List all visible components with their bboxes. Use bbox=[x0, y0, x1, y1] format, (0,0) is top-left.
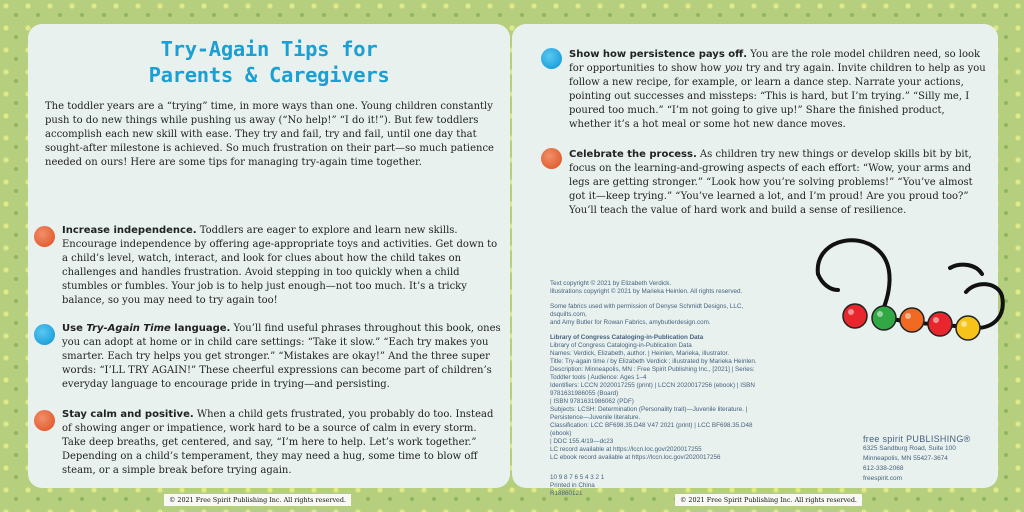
orange-dot-icon bbox=[34, 410, 55, 431]
tip-heading: Celebrate the process. bbox=[569, 149, 697, 160]
tip-heading-prefix: Use bbox=[62, 323, 87, 334]
red-bead bbox=[843, 304, 867, 328]
tip-heading: Stay calm and positive. bbox=[62, 409, 194, 420]
publisher-info bbox=[863, 434, 971, 484]
tip-celebrate-process bbox=[569, 148, 989, 218]
tip-heading: Show how persistence pays off. bbox=[569, 49, 748, 60]
fabrics-credit-2: and Amy Butler for Rowan Fabrics, amybutlerdesign.com. bbox=[550, 319, 711, 326]
orange-dot-icon bbox=[541, 148, 562, 169]
text-copyright: Text copyright © 2021 by Elizabeth Verdick. bbox=[550, 280, 672, 287]
tip-heading: Increase independence. bbox=[62, 225, 197, 236]
cip-line: Subjects: LCSH: Determination (Personality trait)—Juvenile literature. | Persistence—Juvenile literature. bbox=[550, 406, 748, 421]
cip-line: | ISBN 9781631986062 (PDF) bbox=[550, 398, 634, 405]
cip-line: LC record available at https://lccn.loc.gov/2020017255 bbox=[550, 446, 702, 453]
cip-line: LC ebook record available at https://lccn.loc.gov/2020017256 bbox=[550, 454, 721, 461]
cip-line: Names: Verdick, Elizabeth, author. | Heinlen, Marieka, illustrator. bbox=[550, 350, 730, 357]
cip-line: Identifiers: LCCN 2020017255 (print) | LCCN 2020017256 (ebook) | ISBN 9781631986055 (Board) bbox=[550, 382, 755, 397]
tip-increase-independence bbox=[62, 224, 502, 308]
printing-line: 10 9 8 7 6 5 4 3 2 1 bbox=[550, 474, 605, 481]
cip-heading: Library of Congress Cataloging-in-Publication Data bbox=[550, 334, 704, 341]
cip-line: Description: Minneapolis, MN : Free Spirit Publishing Inc., [2021] | Series: Toddler tools | Audience: Ages 1–4 bbox=[550, 366, 755, 381]
cip-line: Classification: LCC BF698.35.D48 V47 2021 (print) | LCC BF698.35.D48 (ebook) bbox=[550, 422, 753, 437]
page-caption-left: © 2021 Free Spirit Publishing Inc. All rights reserved. bbox=[164, 494, 351, 506]
tip-show-persistence bbox=[569, 48, 989, 132]
tip-body-italic: you bbox=[724, 63, 743, 74]
blue-dot-icon bbox=[34, 324, 55, 345]
publisher-address-line: 6325 Sandburg Road, Suite 100 bbox=[863, 445, 956, 452]
cip-data bbox=[550, 334, 775, 462]
tip-try-again-language bbox=[62, 322, 502, 392]
publisher-logo: free spirit PUBLISHING® bbox=[863, 434, 971, 444]
green-bead bbox=[872, 306, 896, 330]
tip-body: When a child gets frustrated, you probably do too. Instead of showing anger or impatience, work hard to be a source of calm in every storm. Take deep breaths, get centered, and say, “I’m here to help. Let’s work together.” Depending on a child’s temperament, they may need a hug, some time to blow off steam, or a simple break before trying again. bbox=[62, 409, 494, 476]
illustrations-copyright: Illustrations copyright © 2021 by Marieka Heinlen. All rights reserved. bbox=[550, 288, 743, 295]
cip-line: | DDC 155.4/19—dc23 bbox=[550, 438, 614, 445]
printing-line: R18860121 bbox=[550, 490, 583, 497]
tip-heading-italic: Try-Again Time bbox=[86, 323, 171, 334]
bead-highlight bbox=[961, 321, 967, 327]
string-end bbox=[950, 265, 982, 274]
publisher-website: freespirit.com bbox=[863, 475, 903, 482]
bead-highlight bbox=[848, 309, 854, 315]
title-line-2: Parents & Caregivers bbox=[148, 63, 390, 87]
fabrics-credit-1: Some fabrics used with permission of Denyse Schmidt Designs, LLC, dsquilts.com, bbox=[550, 303, 744, 318]
printing-line: Printed in China bbox=[550, 482, 595, 489]
publisher-address-line: Minneapolis, MN 55427-3674 bbox=[863, 455, 948, 462]
cip-line: Library of Congress Cataloging-in-Publication Data bbox=[550, 342, 692, 349]
tip-stay-calm bbox=[62, 408, 502, 478]
string-end bbox=[818, 274, 838, 290]
page-caption-right: © 2021 Free Spirit Publishing Inc. All rights reserved. bbox=[675, 494, 862, 506]
tip-body: You’ll find useful phrases throughout this book, ones you can adopt at home or in child care settings: “Take it slow.” “Each try makes you smarter. Each try helps you get stronger.” “Mistakes are okay!” And the three super words: “I’LL TRY AGAIN!” These cheerful expressions can become part of children’s everyday language to encourage pride in trying—and persisting. bbox=[62, 323, 501, 390]
page-title bbox=[28, 36, 510, 88]
tip-heading-suffix: language. bbox=[170, 323, 231, 334]
yellow-bead bbox=[956, 316, 980, 340]
title-line-1: Try-Again Tips for bbox=[160, 37, 378, 61]
blue-dot-icon bbox=[541, 48, 562, 69]
red-bead bbox=[928, 312, 952, 336]
cip-line: Title: Try-again time / by Elizabeth Verdick ; illustrated by Marieka Heinlen. bbox=[550, 358, 757, 365]
left-page bbox=[28, 24, 510, 488]
tip-body: As children try new things or develop skills bit by bit, focus on the learning-and-growing aspects of each effort: “Wow, your arms and legs are getting stronger.” “Look how you’re solving problems!” “You’ve almost got it—keep trying.” “You’ve learned a lot, and I’m proud! Are you proud too?” You’ll teach the value of hard work and build a sense of resilience. bbox=[569, 149, 973, 216]
bead-highlight bbox=[905, 313, 911, 319]
orange-bead bbox=[900, 308, 924, 332]
bead-highlight bbox=[933, 317, 939, 323]
tip-body-a: You are the role model children need, so look for opportunities to show how bbox=[569, 49, 981, 74]
orange-dot-icon bbox=[34, 226, 55, 247]
bead-highlight bbox=[877, 311, 883, 317]
tip-body-b: try and try again. Invite children to help as you follow a new recipe, for example, or learn a dance step. Narrate your actions, pointing out successes and missteps: “This is hard, but I’m trying.” “Silly me, I poured too much.” “I’m not going to give up!” Share the finished product, whether it’s a hot meal or some hot new dance moves. bbox=[569, 63, 986, 130]
copyright-block bbox=[550, 280, 775, 498]
publisher-phone: 612-338-2068 bbox=[863, 465, 904, 472]
intro-paragraph: The toddler years are a “trying” time, in more ways than one. Young children constantly push to do new things while pushing us away (“No help!” “I do it!”). But few toddlers accomplish each new skill with ease. They try and fail, try and fail, until one day that sought-after milestone is achieved. So much frustration on their part—so much patience needed on ours! Here are some tips for managing try-again time together. bbox=[45, 101, 494, 168]
tip-body: Toddlers are eager to explore and learn new skills. Encourage independence by offering age-appropriate toys and activities. Get down to a child’s level, watch, interact, and look for clues about how the child takes on challenges and handles frustration. Avoid stepping in too quickly when a child stumbles or fumbles. Your job is to help just enough—not too much. It’s a tricky balance, so you may need to try again too! bbox=[62, 225, 498, 306]
bead-string-illustration bbox=[800, 232, 1015, 342]
